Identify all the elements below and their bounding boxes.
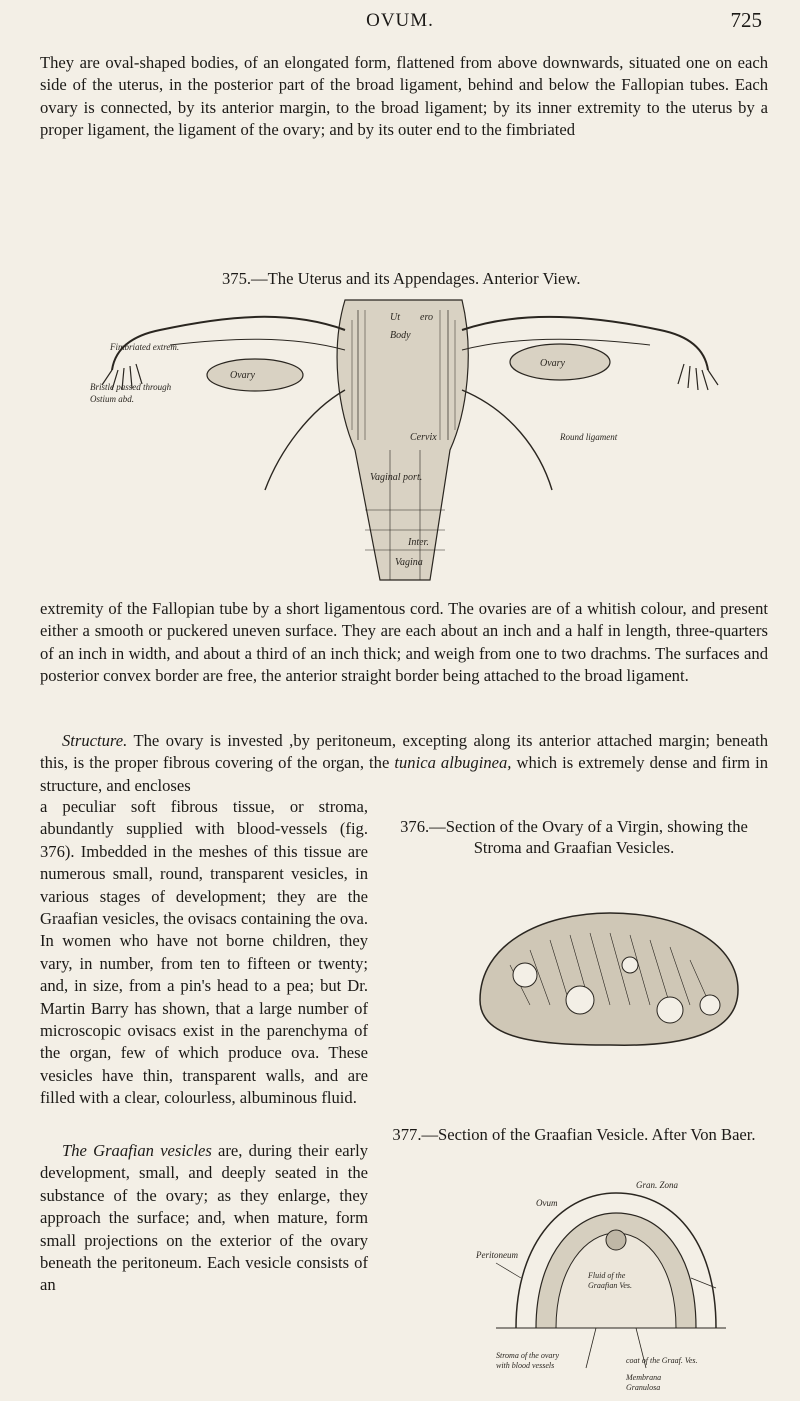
graafian-text: are, during their early development, small, and deeply seated in the substance of the ovary; as they enlarge, they approach the surface; and, when mature, form small projections on the exterior of the ovary beneath the peritoneum. Each vesicle consists of an (40, 1141, 369, 1295)
svg-text:with blood vessels: with blood vessels (496, 1361, 555, 1370)
svg-text:coat of the Graaf. Ves.: coat of the Graaf. Ves. (626, 1356, 698, 1365)
svg-text:Inter.: Inter. (408, 537, 429, 548)
svg-text:Cervix: Cervix (410, 432, 437, 443)
svg-text:Ostium abd.: Ostium abd. (90, 394, 135, 404)
page-number: 725 (730, 8, 762, 32)
svg-text:Ovary: Ovary (230, 370, 255, 381)
svg-text:Membrana: Membrana (626, 1373, 662, 1382)
tunica-albuginea-term: tunica albuginea, (394, 753, 512, 773)
svg-text:Ovary: Ovary (540, 358, 565, 369)
svg-text:Gran. Zona: Gran. Zona (636, 1180, 679, 1190)
structure-text-1: The ovary is invested ,by peritoneum, excepting along its anterior attached margin; beneath this, is the proper fibrous covering of the organ, the (40, 731, 768, 773)
figure-376-caption: 376.—Section of the Ovary of a Virgin, showing the Stroma and Graafian Vesicles. (400, 817, 748, 857)
structure-heading: Structure. (62, 731, 128, 750)
paragraph-graafian-vesicles (40, 1140, 368, 1297)
paragraph-ovary-dimensions: extremity of the Fallopian tube by a short ligamentous cord. The ovaries are of a whitish colour, and present either a smooth or puckered uneven surface. They are each about an inch and a half in length, three-quarters of an inch in width, and about a third of an inch thick; and weigh from one to two drachms. The surfaces and posterior convex border are free, the anterior straight border being attached to the broad ligament. (40, 599, 768, 686)
running-head (0, 4, 800, 40)
figure-377-caption: 377.—Section of the Graafian Vesicle. After Von Baer. (392, 1125, 756, 1144)
svg-text:Bristle passed through: Bristle passed through (90, 382, 172, 392)
svg-text:Vaginal port.: Vaginal port. (370, 472, 423, 483)
svg-text:Round ligament: Round ligament (560, 432, 618, 442)
uterus-engraving (90, 290, 730, 582)
svg-text:Peritoneum: Peritoneum (476, 1250, 518, 1260)
running-title: OVUM. (366, 10, 434, 31)
svg-text:Stroma of the ovary: Stroma of the ovary (496, 1351, 560, 1360)
structure-text-2: which is extremely dense and firm in structure, and encloses (40, 753, 769, 795)
svg-text:Granulosa: Granulosa (626, 1383, 661, 1392)
figure-377-graafian-vesicle (476, 1168, 736, 1394)
figure-375-caption: 375.—The Uterus and its Appendages. Anterior View. (222, 269, 581, 288)
figure-376-ovary-section (470, 905, 745, 1055)
svg-text:Ut: Ut (390, 312, 400, 323)
paragraph-structure-intro (40, 730, 768, 797)
graafian-vesicle-engraving (476, 1168, 736, 1394)
paragraph-ovary-description: They are oval-shaped bodies, of an elongated form, flattened from above downwards, situated one on each side of the uterus, in the posterior part of the broad ligament, behind and below the Fallopian tubes. Each ovary is connected, by its anterior margin, to the broad ligament; by its inner extremity to the uterus by a proper ligament, the ligament of the ovary; and by its outer end to the fimbriated (40, 53, 768, 140)
svg-text:Graafian Ves.: Graafian Ves. (588, 1281, 632, 1290)
svg-text:Fluid of the: Fluid of the (588, 1271, 626, 1280)
figure-375-uterus-illustration (90, 290, 730, 582)
ovary-section-engraving (470, 905, 745, 1055)
svg-text:Fimbriated extrem.: Fimbriated extrem. (110, 342, 180, 352)
svg-text:ero: ero (420, 312, 433, 323)
paragraph-structure-continued: a peculiar soft fibrous tissue, or stroma, abundantly supplied with blood-vessels (fig. 376). Imbedded in the meshes of this tissue are numerous small, round, transparent vesicles, in various stages of development; they are the Graafian vesicles, the ovisacs containing the ova. In women who have not borne children, they vary, in number, from ten to fifteen or twenty; and, in size, from a pin's head to a pea; but Dr. Martin Barry has shown, that a large number of microscopic ovisacs exist in the parenchyma of the organ, few of which produce ova. These vesicles have thin, transparent walls, and are filled with a clear, colourless, albuminous fluid. (40, 797, 368, 1108)
graafian-heading: The Graafian vesicles (62, 1141, 212, 1160)
svg-text:Ovum: Ovum (536, 1198, 558, 1208)
svg-text:Vagina: Vagina (395, 557, 423, 568)
svg-text:Body: Body (390, 330, 411, 341)
